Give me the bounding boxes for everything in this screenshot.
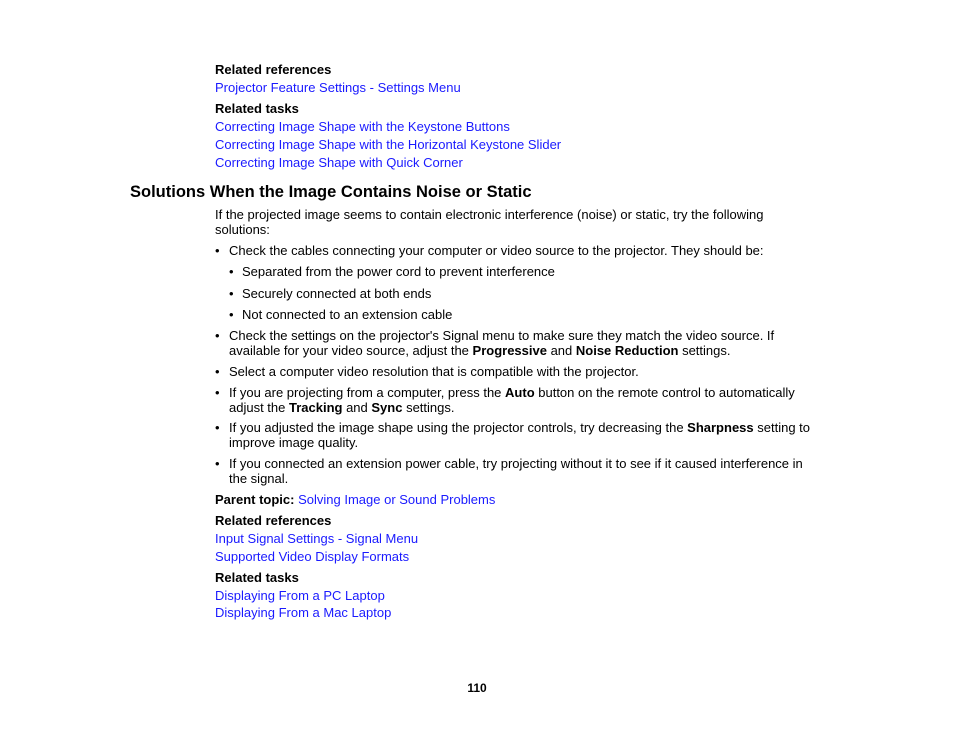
setting-tracking: Tracking bbox=[289, 400, 343, 415]
text-run: If you are projecting from a computer, press the bbox=[229, 385, 506, 400]
sub-list-item bbox=[229, 264, 829, 279]
setting-noise-reduction: Noise Reduction bbox=[575, 343, 679, 358]
intro-line-1: If the projected image seems to contain electronic interference (noise) or static, try the following bbox=[215, 207, 764, 222]
text-run: settings. bbox=[402, 400, 455, 415]
list-item bbox=[215, 328, 835, 358]
bullet-text: Select a computer video resolution that is compatible with the projector. bbox=[229, 364, 639, 379]
bullet-text: Check the cables connecting your computer or video source to the projector. They should be: bbox=[229, 243, 764, 258]
bullet-marker: • bbox=[215, 420, 220, 435]
bullet-marker: • bbox=[229, 307, 234, 322]
text-run: adjust the bbox=[229, 400, 289, 415]
text-run: button on the remote control to automatically bbox=[534, 385, 795, 400]
related-tasks-heading: Related tasks bbox=[215, 570, 299, 585]
section-title: Solutions When the Image Contains Noise or Static bbox=[130, 183, 532, 201]
bullet-marker: • bbox=[215, 385, 220, 400]
bullet-text-line-2 bbox=[229, 400, 455, 415]
link-horizontal-keystone-slider[interactable]: Correcting Image Shape with the Horizontal Keystone Slider bbox=[215, 137, 562, 152]
bullet-text: Not connected to an extension cable bbox=[242, 307, 453, 322]
setting-progressive: Progressive bbox=[472, 343, 547, 358]
bullet-text: Separated from the power cord to prevent interference bbox=[242, 264, 555, 279]
list-item bbox=[215, 243, 835, 258]
page-number: 110 bbox=[467, 681, 487, 695]
list-item bbox=[215, 385, 835, 415]
related-tasks-heading: Related tasks bbox=[215, 101, 299, 116]
list-item bbox=[215, 456, 835, 486]
text-run: and bbox=[546, 343, 576, 358]
bullet-marker: • bbox=[229, 264, 234, 279]
setting-sync: Sync bbox=[371, 400, 403, 415]
text-run: and bbox=[342, 400, 372, 415]
text-run: setting to bbox=[753, 420, 811, 435]
text-run: If you adjusted the image shape using the projector controls, try decreasing the bbox=[229, 420, 688, 435]
link-projector-feature-settings[interactable]: Projector Feature Settings - Settings Menu bbox=[215, 80, 461, 95]
intro-line-2: solutions: bbox=[215, 222, 270, 237]
bullet-marker: • bbox=[215, 364, 220, 379]
list-item bbox=[215, 364, 835, 379]
bullet-marker: • bbox=[229, 286, 234, 301]
link-quick-corner[interactable]: Correcting Image Shape with Quick Corner bbox=[215, 155, 463, 170]
bullet-text-line-2 bbox=[229, 343, 731, 358]
parent-topic-label: Parent topic: bbox=[215, 492, 295, 507]
link-solving-image-sound-problems[interactable]: Solving Image or Sound Problems bbox=[298, 492, 496, 507]
related-references-heading: Related references bbox=[215, 513, 332, 528]
bullet-marker: • bbox=[215, 328, 220, 343]
bullet-text-line-2: the signal. bbox=[229, 471, 289, 486]
link-supported-video-display-formats[interactable]: Supported Video Display Formats bbox=[215, 549, 410, 564]
bullet-text-line-1 bbox=[229, 420, 810, 435]
sub-list-item bbox=[229, 286, 829, 301]
button-auto-label: Auto bbox=[505, 385, 535, 400]
bullet-text-line-1 bbox=[229, 385, 795, 400]
text-run: available for your video source, adjust the bbox=[229, 343, 473, 358]
text-run: settings. bbox=[678, 343, 731, 358]
link-displaying-pc-laptop[interactable]: Displaying From a PC Laptop bbox=[215, 588, 385, 603]
list-item bbox=[215, 420, 835, 450]
bullet-marker: • bbox=[215, 456, 220, 471]
bullet-text-line-2: improve image quality. bbox=[229, 435, 359, 450]
link-input-signal-settings[interactable]: Input Signal Settings - Signal Menu bbox=[215, 531, 419, 546]
link-keystone-buttons[interactable]: Correcting Image Shape with the Keystone Buttons bbox=[215, 119, 510, 134]
parent-topic bbox=[215, 492, 495, 507]
sub-list-item bbox=[229, 307, 829, 322]
bullet-marker: • bbox=[215, 243, 220, 258]
bullet-text: Securely connected at both ends bbox=[242, 286, 432, 301]
setting-sharpness: Sharpness bbox=[687, 420, 754, 435]
related-references-heading: Related references bbox=[215, 62, 332, 77]
link-displaying-mac-laptop[interactable]: Displaying From a Mac Laptop bbox=[215, 605, 392, 620]
bullet-text-line-1: Check the settings on the projector's Signal menu to make sure they match the video source. If bbox=[229, 328, 775, 343]
bullet-text-line-1: If you connected an extension power cable, try projecting without it to see if it caused interference in bbox=[229, 456, 803, 471]
